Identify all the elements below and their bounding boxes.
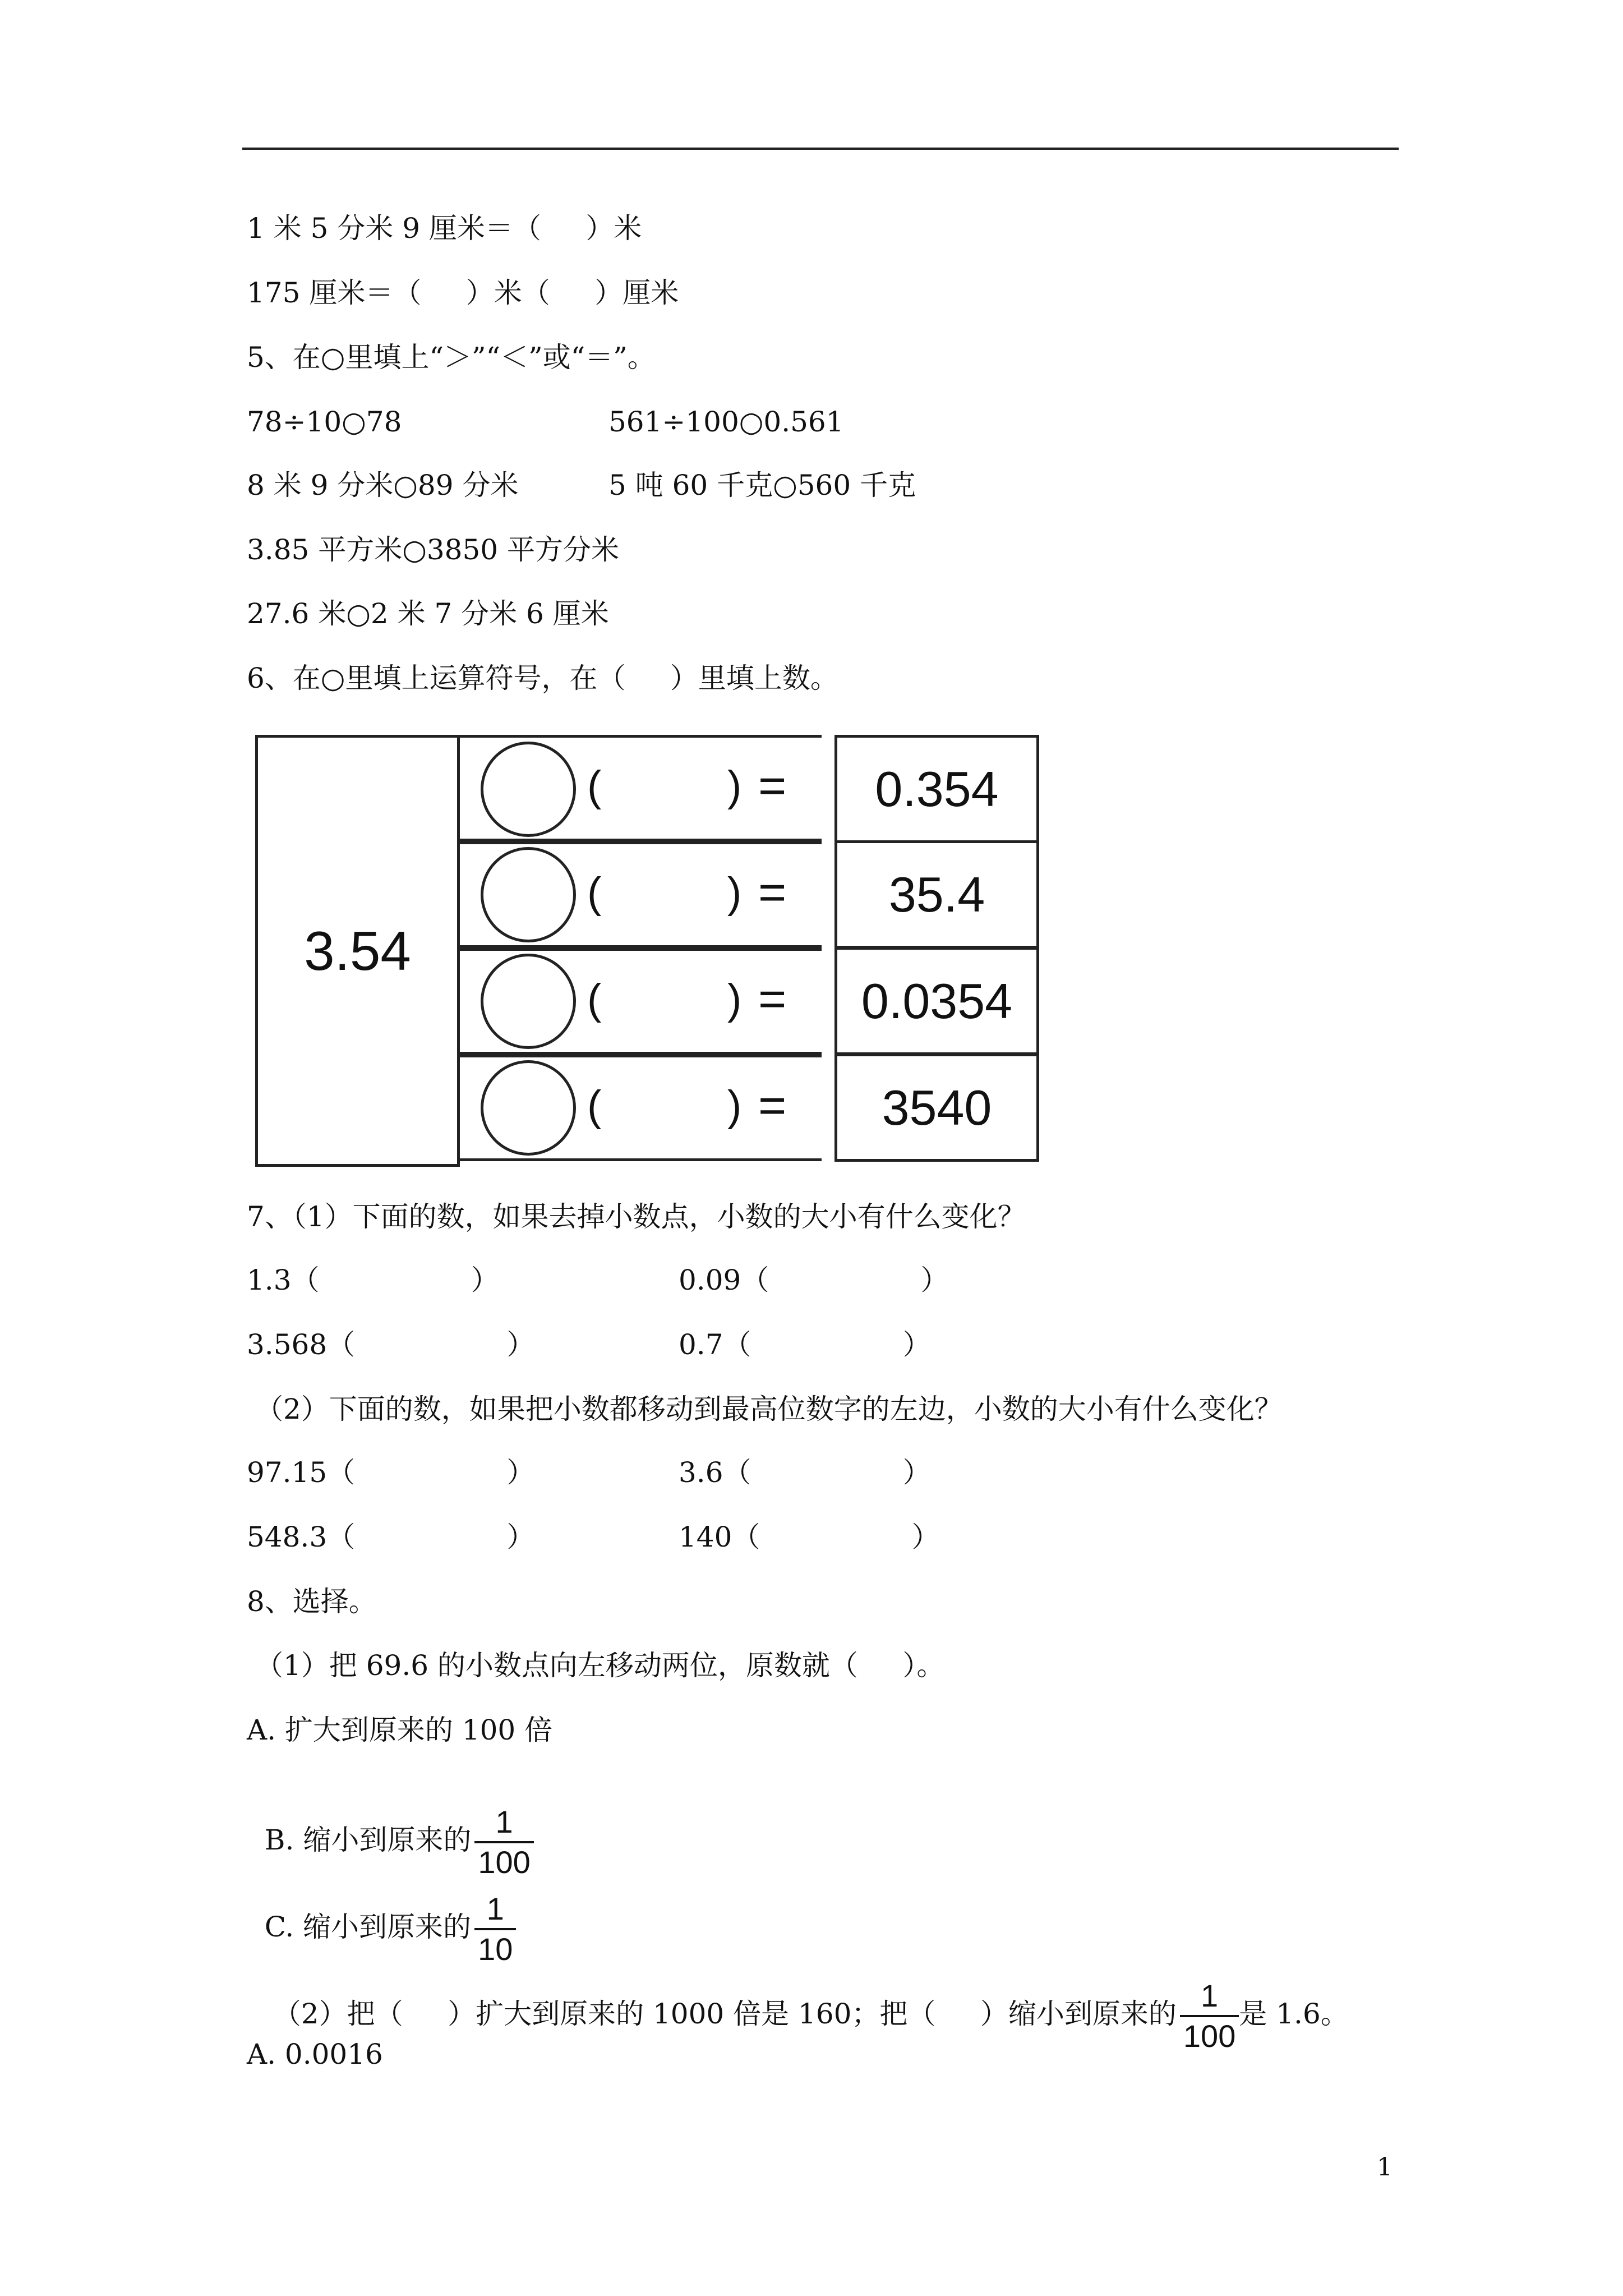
q7-item-g: 548.3（ ） [247,1521,535,1553]
q8-part2-text: （2）把（ ）扩大到原来的 1000 倍是 160；把（ ）缩小到原来的 [273,1998,1177,2030]
fraction-numerator: 1 [1180,1977,1239,2017]
fraction-numerator: 1 [474,1890,516,1930]
q5-item-c: 8 米 9 分米○89 分米 [247,469,519,501]
fraction-denominator: 100 [478,1844,531,1880]
q8-title: 8、选择。 [247,1585,377,1618]
open-paren-1: ( [587,762,602,810]
q7-item-a: 1.3（ ） [247,1264,499,1296]
close-paren-1: ) [727,762,742,810]
equals-sign-2: = [758,866,787,919]
q8-part1: （1）把 69.6 的小数点向左移动两位，原数就（ ）。 [255,1649,945,1682]
q8-option-b-text: B. 缩小到原来的 [264,1824,472,1856]
equals-sign-1: = [758,759,787,813]
result-box-2: 35.4 [834,840,1039,949]
q7-item-f: 3.6（ ） [679,1456,931,1489]
q8-part2-text-end: 是 1.6。 [1239,1998,1349,2030]
operation-diagram [255,735,1046,1169]
q8-part2-option-a: A. 0.0016 [247,2038,383,2070]
q7-item-d: 0.7（ ） [679,1328,931,1361]
close-paren-2: ) [727,869,742,917]
q8-option-a: A. 扩大到原来的 100 倍 [247,1714,553,1746]
q5-item-e: 3.85 平方米○3850 平方分米 [247,533,619,566]
q5-title: 5、在○里填上“＞”“＜”或“＝”。 [247,341,656,374]
fraction-denominator: 100 [1183,2018,1236,2054]
q8-option-c-text: C. 缩小到原来的 [264,1911,472,1943]
operator-circle-4[interactable] [481,1060,576,1156]
q4-line-2: 175 厘米＝（ ）米（ ）厘米 [247,277,679,309]
operator-circle-1[interactable] [481,742,576,837]
open-paren-3: ( [587,976,602,1023]
result-box-3: 0.0354 [834,947,1039,1055]
result-box-1: 0.354 [834,735,1039,843]
operator-circle-3[interactable] [481,954,576,1049]
fraction-numerator: 1 [474,1803,533,1843]
result-box-4: 3540 [834,1053,1039,1162]
q7-item-e: 97.15（ ） [247,1456,535,1489]
q8-part2 [255,1941,1349,2055]
equals-sign-4: = [758,1079,787,1133]
q7-title: 7、（1）下面的数，如果去掉小数点，小数的大小有什么变化？ [247,1200,1026,1233]
q7-item-h: 140（ ） [679,1521,940,1553]
open-paren-2: ( [587,869,602,917]
fraction-denominator: 10 [478,1931,513,1967]
q5-item-d: 5 吨 60 千克○560 千克 [608,469,916,501]
open-paren-4: ( [587,1082,602,1130]
q6-title: 6、在○里填上运算符号，在（ ）里填上数。 [247,662,838,694]
q5-item-f: 27.6 米○2 米 7 分米 6 厘米 [247,597,609,630]
operator-circle-2[interactable] [481,847,576,942]
q5-item-a: 78÷10○78 [247,406,402,438]
q7-item-c: 3.568（ ） [247,1328,535,1361]
source-number-box: 3.54 [255,735,460,1167]
page-number: 1 [1377,2153,1393,2182]
q7-item-b: 0.09（ ） [679,1264,949,1296]
equals-sign-3: = [758,972,787,1026]
fraction-1-100-b [1180,1977,1239,2055]
q5-item-b: 561÷100○0.561 [608,406,844,438]
close-paren-3: ) [727,976,742,1023]
close-paren-4: ) [727,1082,742,1130]
q7-part2-title: （2）下面的数，如果把小数都移动到最高位数字的左边，小数的大小有什么变化？ [255,1393,1283,1425]
header-rule [242,148,1399,150]
q4-line-1: 1 米 5 分米 9 厘米＝（ ）米 [247,212,642,245]
